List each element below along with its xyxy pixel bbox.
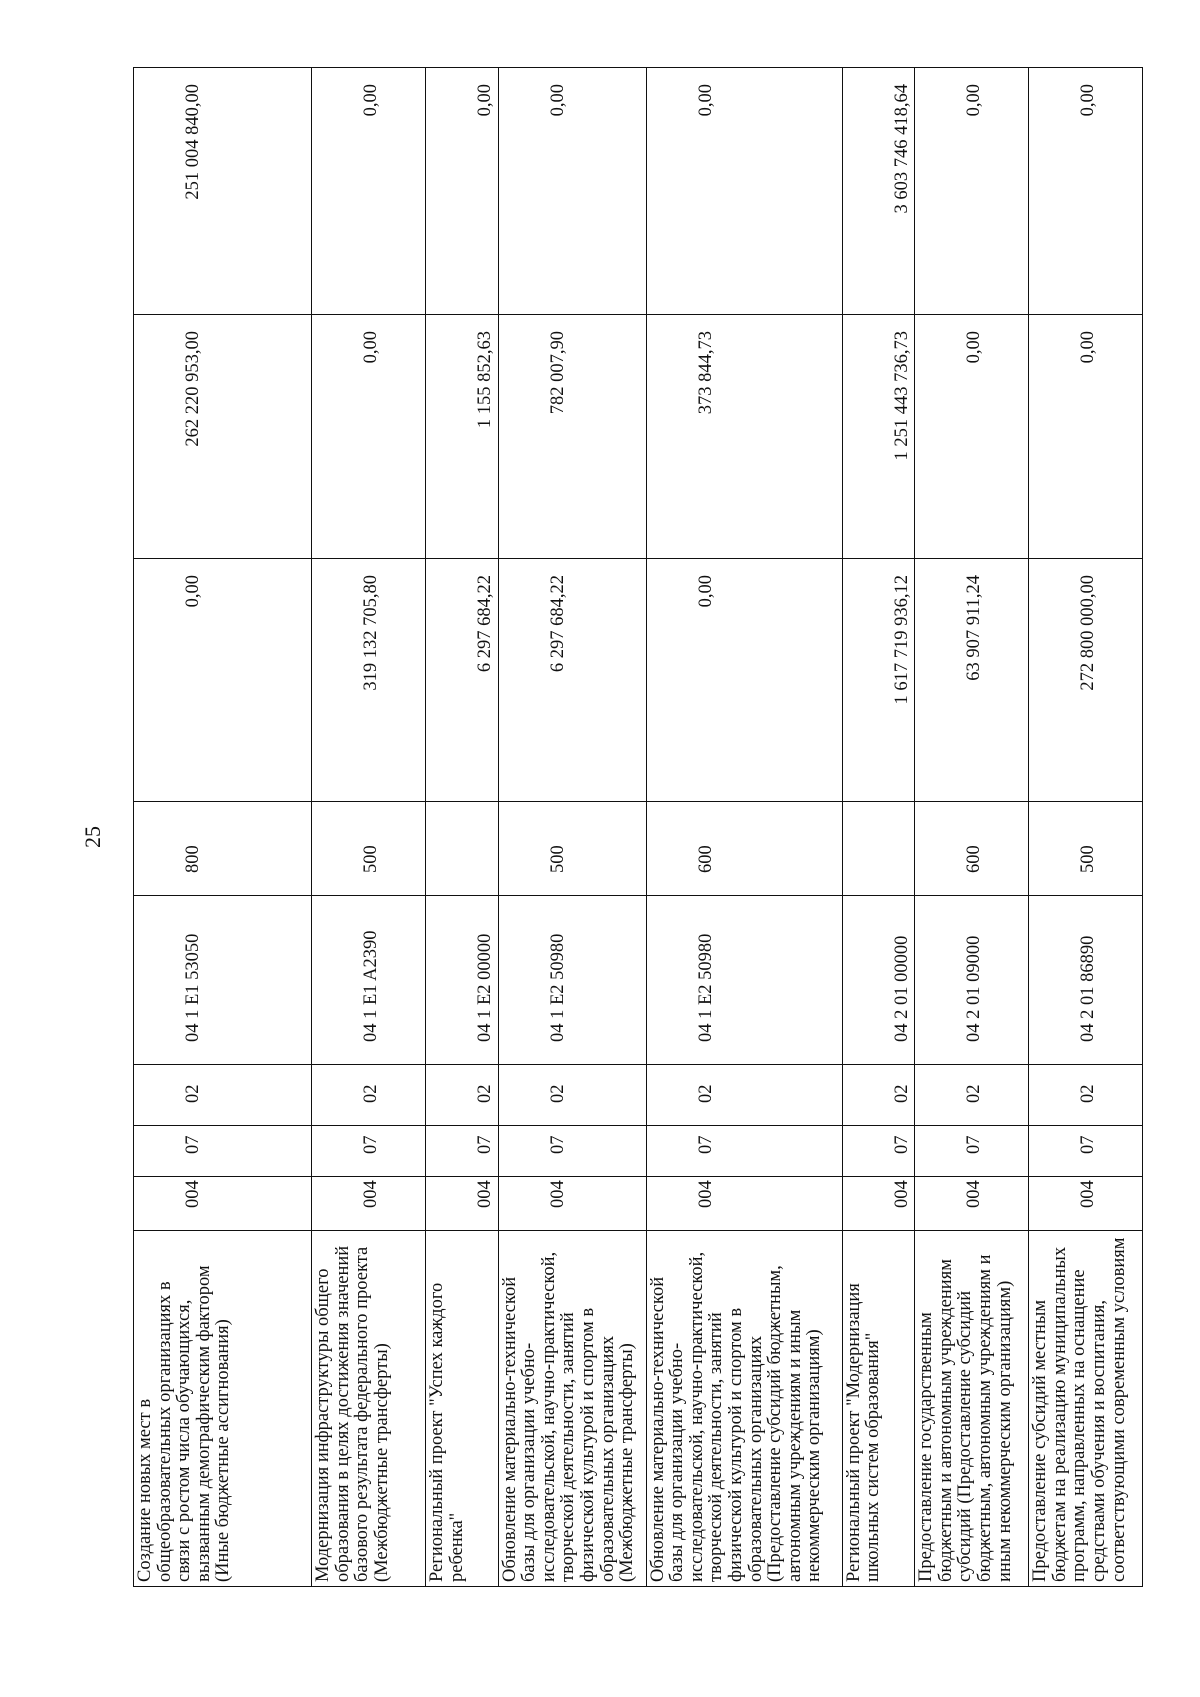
cell-sum2: 782 007,90: [498, 315, 646, 559]
cell-sum2: 262 220 953,00: [134, 315, 312, 559]
page-number: 25: [80, 826, 105, 848]
cell-rz: 07: [646, 1126, 842, 1177]
cell-sum3: 0,00: [646, 68, 842, 315]
cell-rz: 07: [426, 1126, 499, 1177]
cell-sum1: 319 132 705,80: [312, 559, 426, 802]
table-row: [915, 68, 1029, 1587]
cell-sum3: 0,00: [498, 68, 646, 315]
table-row: [312, 68, 426, 1587]
cell-sum1: 0,00: [646, 559, 842, 802]
budget-table: [133, 67, 1143, 1587]
cell-grbs: 004: [646, 1177, 842, 1231]
cell-sum3: 0,00: [426, 68, 499, 315]
cell-vr: [842, 802, 915, 896]
cell-pr: 02: [646, 1065, 842, 1126]
cell-name: Предоставление государственным бюджетным и автономным учреждениям субсидий (Предоставление субсидий бюджетным, автономным учреждениям и иным некоммерческим организациям): [915, 1231, 1029, 1587]
cell-pr: 02: [1029, 1065, 1143, 1126]
cell-csr: 04 1 E1 53050: [134, 896, 312, 1065]
table-row: [842, 68, 915, 1587]
cell-grbs: 004: [312, 1177, 426, 1231]
cell-sum3: 0,00: [915, 68, 1029, 315]
table-row: [646, 68, 842, 1587]
cell-pr: 02: [498, 1065, 646, 1126]
cell-sum2: 0,00: [312, 315, 426, 559]
cell-rz: 07: [134, 1126, 312, 1177]
cell-sum2: 0,00: [915, 315, 1029, 559]
budget-table-rotated: [133, 68, 1129, 1587]
cell-sum1: 6 297 684,22: [426, 559, 499, 802]
cell-vr: 500: [498, 802, 646, 896]
cell-vr: 500: [312, 802, 426, 896]
cell-name: Обновление материально-технической базы для организации учебно-исследовательской, научно-практической, творческой деятельности, занятий физической культурой и спортом в образовательных организациях (Межбюджетные трансферты): [498, 1231, 646, 1587]
cell-name: Региональный проект "Модернизация школьных систем образования": [842, 1231, 915, 1587]
cell-grbs: 004: [842, 1177, 915, 1231]
cell-name: Предоставление субсидий местным бюджетам на реализацию муниципальных программ, направленных на оснащение средствами обучения и воспитания, соответствующими современным условиям: [1029, 1231, 1143, 1587]
cell-csr: 04 1 E2 00000: [426, 896, 499, 1065]
cell-vr: [426, 802, 499, 896]
table-row: [498, 68, 646, 1587]
cell-vr: 500: [1029, 802, 1143, 896]
cell-rz: 07: [915, 1126, 1029, 1177]
table-row: [134, 68, 312, 1587]
cell-pr: 02: [915, 1065, 1029, 1126]
cell-grbs: 004: [134, 1177, 312, 1231]
cell-sum1: 1 617 719 936,12: [842, 559, 915, 802]
cell-sum2: 373 844,73: [646, 315, 842, 559]
cell-sum1: 63 907 911,24: [915, 559, 1029, 802]
cell-name: Модернизация инфраструктуры общего образования в целях достижения значений базового результата федерального проекта (Межбюджетные трансферты): [312, 1231, 426, 1587]
cell-grbs: 004: [1029, 1177, 1143, 1231]
cell-grbs: 004: [426, 1177, 499, 1231]
cell-name: Обновление материально-технической базы для организации учебно-исследовательской, научно-практической, творческой деятельности, занятий физической культурой и спортом в образовательных организациях (Предоставление субсидий бюджетным, автономным учреждениям и иным некоммерческим организациям): [646, 1231, 842, 1587]
cell-vr: 600: [915, 802, 1029, 896]
cell-grbs: 004: [915, 1177, 1029, 1231]
cell-rz: 07: [312, 1126, 426, 1177]
cell-sum3: 251 004 840,00: [134, 68, 312, 315]
cell-sum2: 1 251 443 736,73: [842, 315, 915, 559]
cell-vr: 600: [646, 802, 842, 896]
cell-csr: 04 2 01 86890: [1029, 896, 1143, 1065]
cell-csr: 04 2 01 09000: [915, 896, 1029, 1065]
cell-name: Создание новых мест в общеобразовательных организациях в связи с ростом числа обучающихся, вызванным демографическим фактором (Иные бюджетные ассигнования): [134, 1231, 312, 1587]
cell-csr: 04 1 E2 50980: [498, 896, 646, 1065]
cell-sum1: 272 800 000,00: [1029, 559, 1143, 802]
cell-sum3: 3 603 746 418,64: [842, 68, 915, 315]
cell-rz: 07: [1029, 1126, 1143, 1177]
cell-csr: 04 2 01 00000: [842, 896, 915, 1065]
cell-pr: 02: [842, 1065, 915, 1126]
cell-sum3: 0,00: [1029, 68, 1143, 315]
cell-name: Региональный проект "Успех каждого ребенка": [426, 1231, 499, 1587]
cell-grbs: 004: [498, 1177, 646, 1231]
cell-csr: 04 1 E2 50980: [646, 896, 842, 1065]
cell-sum2: 1 155 852,63: [426, 315, 499, 559]
table-row: [426, 68, 499, 1587]
cell-csr: 04 1 E1 A2390: [312, 896, 426, 1065]
cell-pr: 02: [134, 1065, 312, 1126]
cell-sum2: 0,00: [1029, 315, 1143, 559]
cell-sum1: 6 297 684,22: [498, 559, 646, 802]
cell-sum3: 0,00: [312, 68, 426, 315]
cell-rz: 07: [498, 1126, 646, 1177]
table-row: [1029, 68, 1143, 1587]
cell-rz: 07: [842, 1126, 915, 1177]
cell-pr: 02: [312, 1065, 426, 1126]
cell-sum1: 0,00: [134, 559, 312, 802]
cell-vr: 800: [134, 802, 312, 896]
cell-pr: 02: [426, 1065, 499, 1126]
